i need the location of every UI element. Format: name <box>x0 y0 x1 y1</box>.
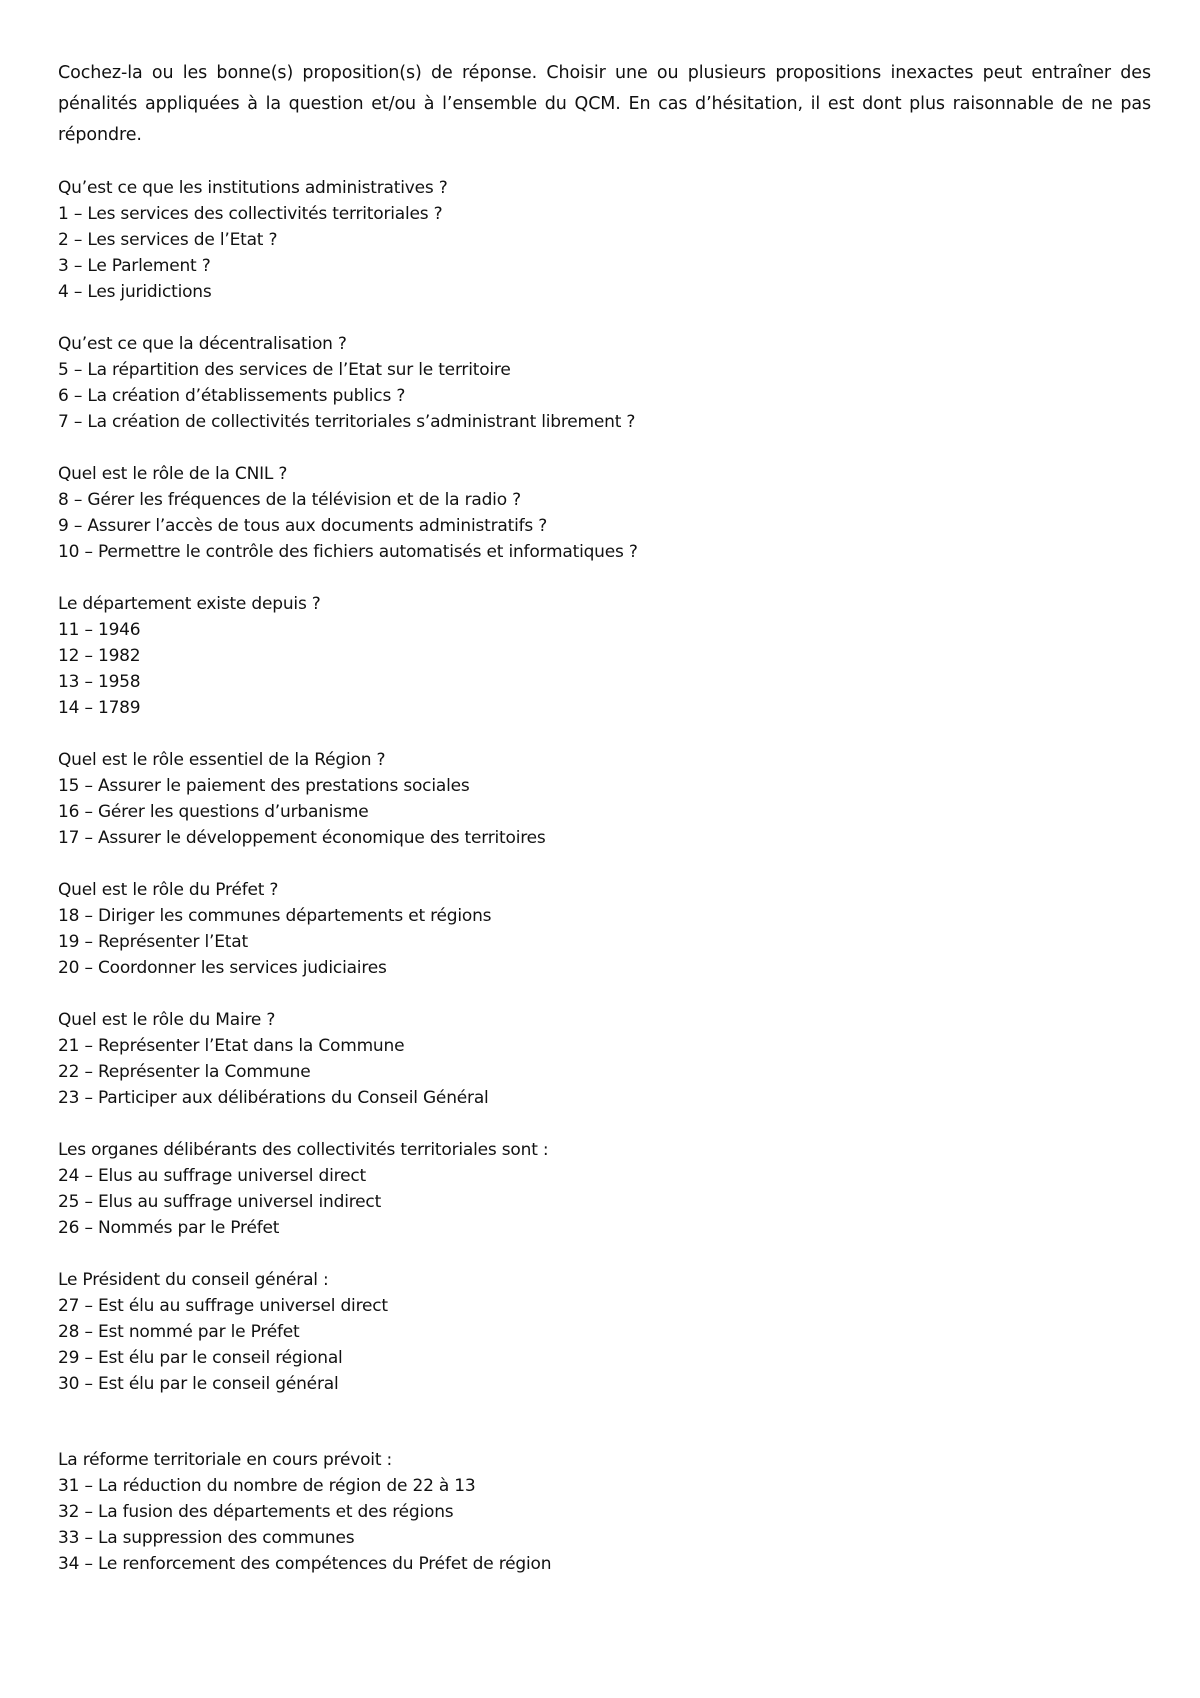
option-dash: – <box>79 620 98 640</box>
answer-option <box>58 513 1151 539</box>
option-text: Gérer les questions d’urbanisme <box>97 802 369 822</box>
option-text: 1982 <box>97 646 141 666</box>
question-title: La réforme territoriale en cours prévoit : <box>58 1450 393 1470</box>
option-text: La réduction du nombre de région de 22 à 13 <box>97 1476 476 1496</box>
option-text: La fusion des départements et des régions <box>97 1502 454 1522</box>
answer-option <box>58 1345 1151 1371</box>
answer-option <box>58 669 1151 695</box>
question-title: Le département existe depuis ? <box>58 594 321 614</box>
option-text: Les juridictions <box>87 282 212 302</box>
option-number: 21 <box>58 1036 80 1056</box>
option-dash: – <box>68 516 88 536</box>
option-number: 23 <box>58 1088 80 1108</box>
answer-option <box>58 383 1151 409</box>
option-dash: – <box>79 1502 98 1522</box>
option-number: 8 <box>58 490 69 510</box>
option-dash: – <box>79 542 98 562</box>
answer-option <box>58 903 1151 929</box>
option-text: Est nommé par le Préfet <box>97 1322 300 1342</box>
option-dash: – <box>79 1528 98 1548</box>
answer-option <box>58 1551 1151 1577</box>
answer-option <box>58 617 1151 643</box>
option-dash: – <box>79 1062 98 1082</box>
option-text: Participer aux délibérations du Conseil Général <box>97 1088 489 1108</box>
option-dash: – <box>79 672 98 692</box>
question-block <box>58 331 1151 435</box>
option-dash: – <box>79 958 98 978</box>
answer-option <box>58 825 1151 851</box>
option-number: 16 <box>58 802 80 822</box>
option-text: Assurer le paiement des prestations sociales <box>97 776 470 796</box>
option-number: 2 <box>58 230 69 250</box>
answer-option <box>58 643 1151 669</box>
option-dash: – <box>79 776 98 796</box>
option-dash: – <box>79 1036 98 1056</box>
option-dash: – <box>68 490 88 510</box>
answer-option <box>58 227 1151 253</box>
option-text: Permettre le contrôle des fichiers automatisés et informatiques ? <box>97 542 638 562</box>
answer-option <box>58 955 1151 981</box>
option-dash: – <box>79 1192 98 1212</box>
option-dash: – <box>79 698 98 718</box>
answer-option <box>58 1525 1151 1551</box>
answer-option <box>58 1163 1151 1189</box>
answer-option <box>58 773 1151 799</box>
option-number: 12 <box>58 646 80 666</box>
option-number: 15 <box>58 776 80 796</box>
answer-option <box>58 409 1151 435</box>
option-number: 10 <box>58 542 80 562</box>
option-dash: – <box>79 1554 98 1574</box>
option-text: La création d’établissements publics ? <box>87 386 406 406</box>
option-number: 9 <box>58 516 69 536</box>
option-number: 32 <box>58 1502 80 1522</box>
answer-option <box>58 1085 1151 1111</box>
option-number: 4 <box>58 282 69 302</box>
question-title: Quel est le rôle essentiel de la Région ? <box>58 750 386 770</box>
option-text: Représenter l’Etat <box>97 932 248 952</box>
question-title: Qu’est ce que les institutions administratives ? <box>58 178 448 198</box>
option-text: 1789 <box>97 698 141 718</box>
option-text: Assurer l’accès de tous aux documents administratifs ? <box>87 516 548 536</box>
answer-option <box>58 1293 1151 1319</box>
question-block <box>58 1447 1151 1577</box>
option-number: 13 <box>58 672 80 692</box>
answer-option <box>58 799 1151 825</box>
option-text: Coordonner les services judiciaires <box>97 958 387 978</box>
answer-option <box>58 357 1151 383</box>
option-text: Représenter l’Etat dans la Commune <box>97 1036 405 1056</box>
answer-option <box>58 1319 1151 1345</box>
option-text: Les services de l’Etat ? <box>87 230 278 250</box>
option-dash: – <box>79 1476 98 1496</box>
option-text: La répartition des services de l’Etat sur le territoire <box>87 360 511 380</box>
option-dash: – <box>79 1166 98 1186</box>
question-block <box>58 1267 1151 1397</box>
option-dash: – <box>79 932 98 952</box>
question-block <box>58 591 1151 721</box>
option-number: 26 <box>58 1218 80 1238</box>
option-text: Représenter la Commune <box>97 1062 311 1082</box>
question-title: Les organes délibérants des collectivités territoriales sont : <box>58 1140 549 1160</box>
question-block <box>58 1137 1151 1241</box>
option-text: Le renforcement des compétences du Préfet de région <box>97 1554 552 1574</box>
option-number: 17 <box>58 828 80 848</box>
answer-option <box>58 253 1151 279</box>
option-number: 6 <box>58 386 69 406</box>
option-dash: – <box>68 204 88 224</box>
option-number: 7 <box>58 412 69 432</box>
option-dash: – <box>79 1218 98 1238</box>
option-number: 31 <box>58 1476 80 1496</box>
answer-option <box>58 1371 1151 1397</box>
question-title: Quel est le rôle de la CNIL ? <box>58 464 288 484</box>
option-dash: – <box>79 1088 98 1108</box>
question-block <box>58 175 1151 305</box>
option-text: Est élu au suffrage universel direct <box>97 1296 388 1316</box>
option-text: Est élu par le conseil régional <box>97 1348 343 1368</box>
option-dash: – <box>68 386 88 406</box>
option-number: 3 <box>58 256 69 276</box>
option-number: 29 <box>58 1348 80 1368</box>
option-dash: – <box>79 802 98 822</box>
option-number: 24 <box>58 1166 80 1186</box>
answer-option <box>58 1033 1151 1059</box>
option-dash: – <box>68 282 88 302</box>
option-dash: – <box>68 412 88 432</box>
answer-option <box>58 201 1151 227</box>
option-dash: – <box>79 906 98 926</box>
option-number: 25 <box>58 1192 80 1212</box>
option-dash: – <box>79 828 98 848</box>
answer-option <box>58 1473 1151 1499</box>
option-text: Nommés par le Préfet <box>97 1218 280 1238</box>
answer-option <box>58 1059 1151 1085</box>
option-number: 18 <box>58 906 80 926</box>
answer-option <box>58 929 1151 955</box>
question-block <box>58 877 1151 981</box>
question-block <box>58 1007 1151 1111</box>
option-text: Gérer les fréquences de la télévision et de la radio ? <box>87 490 521 510</box>
instructions-paragraph: Cochez-la ou les bonne(s) proposition(s) de réponse. Choisir une ou plusieurs propositions inexactes peut entraîner des pénalités appliquées à la question et/ou à l’ensemble du QCM. En cas d’hésitation, il est dont plus raisonnable de ne pas répondre. <box>58 63 1151 145</box>
option-text: La suppression des communes <box>97 1528 355 1548</box>
question-block <box>58 461 1151 565</box>
option-number: 14 <box>58 698 80 718</box>
option-text: La création de collectivités territoriales s’administrant librement ? <box>87 412 636 432</box>
answer-option <box>58 1215 1151 1241</box>
option-number: 20 <box>58 958 80 978</box>
question-block <box>58 747 1151 851</box>
answer-option <box>58 1499 1151 1525</box>
option-dash: – <box>68 230 88 250</box>
question-title: Quel est le rôle du Préfet ? <box>58 880 279 900</box>
option-text: Elus au suffrage universel direct <box>97 1166 366 1186</box>
answer-option <box>58 279 1151 305</box>
option-dash: – <box>68 360 88 380</box>
option-number: 30 <box>58 1374 80 1394</box>
answer-option <box>58 1189 1151 1215</box>
option-dash: – <box>79 1348 98 1368</box>
option-text: 1958 <box>97 672 141 692</box>
option-number: 22 <box>58 1062 80 1082</box>
option-text: Elus au suffrage universel indirect <box>97 1192 382 1212</box>
answer-option <box>58 539 1151 565</box>
option-number: 19 <box>58 932 80 952</box>
question-title: Qu’est ce que la décentralisation ? <box>58 334 347 354</box>
document-page <box>58 58 1151 1603</box>
option-number: 27 <box>58 1296 80 1316</box>
option-text: Est élu par le conseil général <box>97 1374 339 1394</box>
answer-option <box>58 695 1151 721</box>
question-list <box>58 175 1151 1577</box>
option-dash: – <box>79 1296 98 1316</box>
option-number: 5 <box>58 360 69 380</box>
option-dash: – <box>68 256 88 276</box>
answer-option <box>58 487 1151 513</box>
option-dash: – <box>79 646 98 666</box>
option-dash: – <box>79 1374 98 1394</box>
option-number: 34 <box>58 1554 80 1574</box>
option-text: Diriger les communes départements et régions <box>97 906 492 926</box>
option-number: 33 <box>58 1528 80 1548</box>
option-number: 11 <box>58 620 80 640</box>
question-title: Le Président du conseil général : <box>58 1270 329 1290</box>
option-dash: – <box>79 1322 98 1342</box>
option-text: 1946 <box>97 620 141 640</box>
option-number: 28 <box>58 1322 80 1342</box>
option-text: Les services des collectivités territoriales ? <box>87 204 443 224</box>
question-title: Quel est le rôle du Maire ? <box>58 1010 276 1030</box>
option-text: Assurer le développement économique des territoires <box>97 828 546 848</box>
option-text: Le Parlement ? <box>87 256 211 276</box>
option-number: 1 <box>58 204 69 224</box>
